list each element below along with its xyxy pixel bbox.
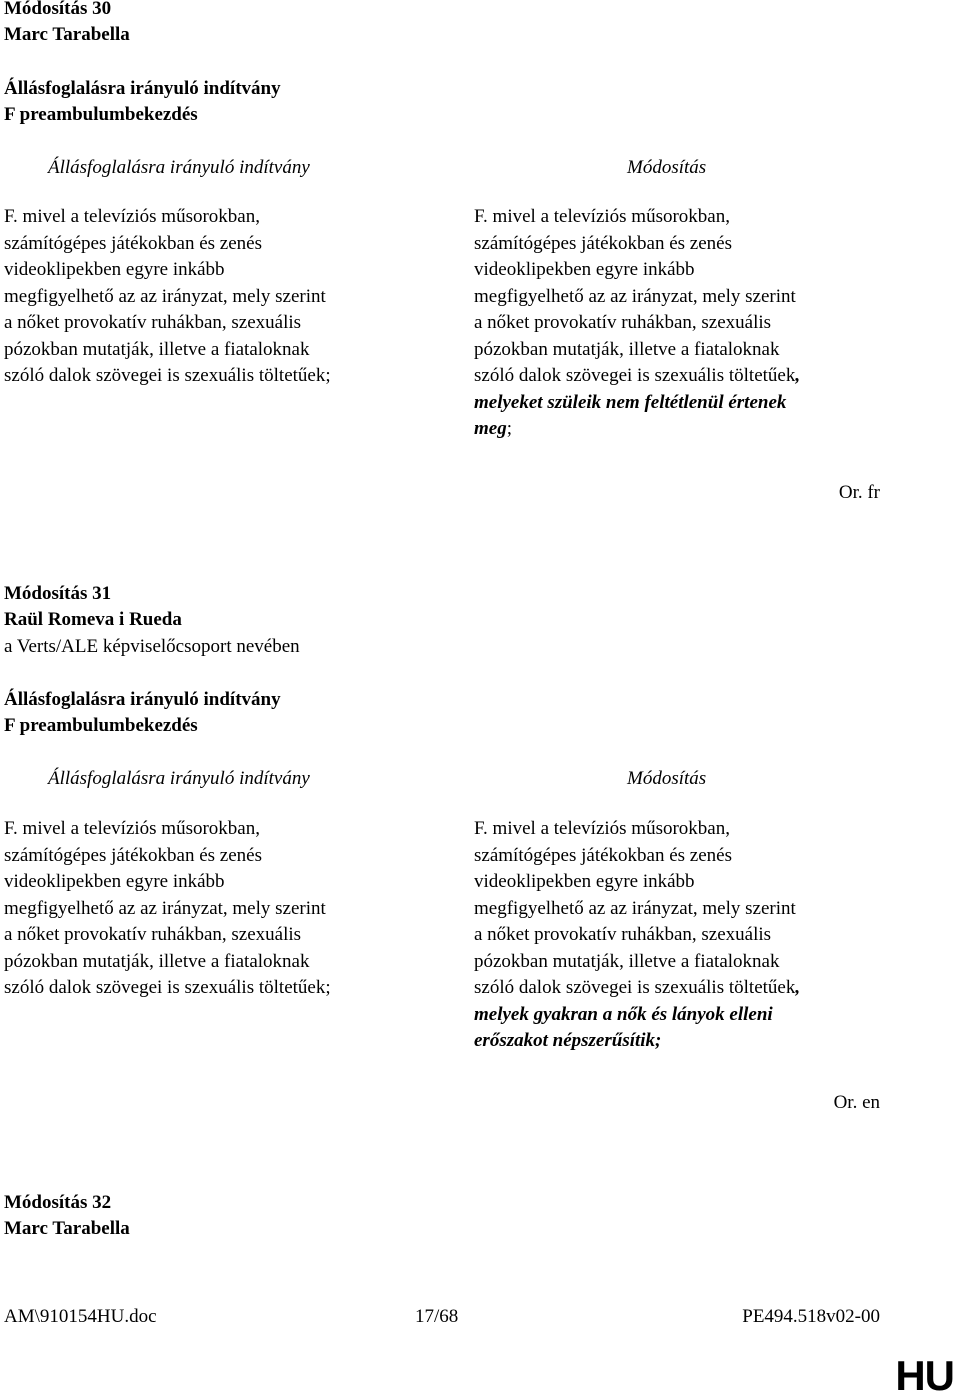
- amendment-number: Módosítás 32: [4, 1192, 112, 1213]
- column-header-amendment: Módosítás: [627, 157, 707, 178]
- document-type: Állásfoglalásra irányuló indítvány: [4, 78, 281, 99]
- added-text: meg: [474, 418, 507, 439]
- added-text: ,: [795, 365, 801, 386]
- text-line: pózokban mutatják, illetve a fiataloknak: [4, 338, 310, 360]
- text-segment: ;: [506, 418, 512, 439]
- text-line: a nőket provokatív ruhákban, szexuális: [4, 312, 302, 333]
- text-line: a nőket provokatív ruhákban, szexuális: [474, 312, 772, 333]
- amended-text: [474, 204, 914, 443]
- original-language: Or. en: [833, 1092, 880, 1113]
- text-segment: szóló dalok szövegei is szexuális töltetűek: [474, 365, 796, 386]
- column-header-original: Állásfoglalásra irányuló indítvány: [48, 768, 310, 789]
- text-line: [474, 416, 914, 443]
- political-group: a Verts/ALE képviselőcsoport nevében: [4, 636, 300, 657]
- text-line: F. mivel a televíziós műsorokban,: [474, 206, 730, 227]
- amendment-author: Raül Romeva i Rueda: [4, 609, 182, 630]
- original-text: [4, 816, 444, 1002]
- text-line: a nőket provokatív ruhákban, szexuális: [474, 924, 772, 945]
- language-code: HU: [895, 1352, 954, 1399]
- text-line: videoklipekben egyre inkább: [474, 871, 695, 892]
- text-line: F. mivel a televíziós műsorokban,: [4, 206, 260, 227]
- amendment-author: Marc Tarabella: [4, 24, 130, 45]
- column-header-amendment: Módosítás: [627, 768, 707, 789]
- text-line: pózokban mutatják, illetve a fiataloknak: [474, 950, 780, 972]
- added-text: melyeket szüleik nem feltétlenül értenek: [474, 391, 787, 413]
- text-line: videoklipekben egyre inkább: [474, 259, 695, 280]
- text-line: megfigyelhető az az irányzat, mely szerint: [4, 897, 326, 919]
- text-line: [474, 363, 914, 390]
- text-line: a nőket provokatív ruhákban, szexuális: [4, 924, 302, 945]
- text-line: videoklipekben egyre inkább: [4, 259, 225, 280]
- text-line: pózokban mutatják, illetve a fiataloknak: [474, 338, 780, 360]
- text-line: megfigyelhető az az irányzat, mely szerint: [474, 285, 796, 307]
- text-line: számítógépes játékokban és zenés: [474, 232, 732, 254]
- text-line: szóló dalok szövegei is szexuális töltetűek;: [4, 977, 331, 998]
- amendment-author: Marc Tarabella: [4, 1218, 130, 1239]
- added-text: melyek gyakran a nők és lányok elleni: [474, 1003, 773, 1025]
- text-line: számítógépes játékokban és zenés: [4, 232, 262, 254]
- original-text: [4, 204, 444, 390]
- text-line: F. mivel a televíziós műsorokban,: [474, 818, 730, 839]
- text-line: videoklipekben egyre inkább: [4, 871, 225, 892]
- added-text: ,: [795, 977, 801, 998]
- added-text: erőszakot népszerűsítik;: [474, 1030, 662, 1051]
- amendment-number: Módosítás 30: [4, 0, 112, 19]
- amendment-number: Módosítás 31: [4, 583, 112, 604]
- text-line: F. mivel a televíziós műsorokban,: [4, 818, 260, 839]
- section-title: F preambulumbekezdés: [4, 715, 198, 736]
- text-line: [474, 975, 914, 1002]
- footer-pe-ref: PE494.518v02-00: [742, 1306, 880, 1327]
- text-line: számítógépes játékokban és zenés: [474, 844, 732, 866]
- text-line: szóló dalok szövegei is szexuális töltetűek;: [4, 365, 331, 386]
- original-language: Or. fr: [838, 482, 880, 503]
- section-title: F preambulumbekezdés: [4, 104, 198, 125]
- text-line: megfigyelhető az az irányzat, mely szerint: [474, 897, 796, 919]
- document-type: Állásfoglalásra irányuló indítvány: [4, 689, 281, 710]
- column-header-original: Állásfoglalásra irányuló indítvány: [48, 157, 310, 178]
- text-line: pózokban mutatják, illetve a fiataloknak: [4, 950, 310, 972]
- text-segment: szóló dalok szövegei is szexuális töltetűek: [474, 977, 796, 998]
- footer-document-ref: AM\910154HU.doc: [4, 1306, 157, 1327]
- amended-text: [474, 816, 914, 1055]
- text-line: számítógépes játékokban és zenés: [4, 844, 262, 866]
- footer-page-number: 17/68: [415, 1306, 459, 1327]
- text-line: megfigyelhető az az irányzat, mely szerint: [4, 285, 326, 307]
